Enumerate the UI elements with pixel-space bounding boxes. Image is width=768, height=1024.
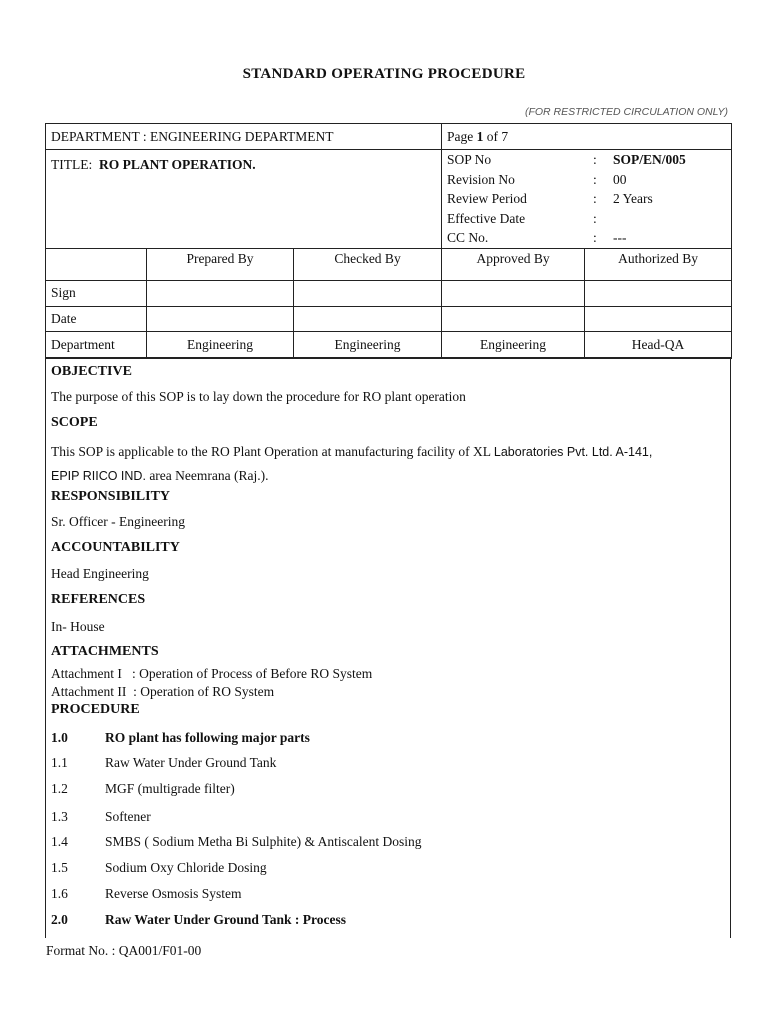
row-label-date: Date bbox=[46, 306, 147, 331]
step-number: 2.0 bbox=[51, 912, 68, 927]
step-text: SMBS ( Sodium Metha Bi Sulphite) & Antiscalent Dosing bbox=[105, 834, 422, 849]
row-label-sign: Sign bbox=[46, 280, 147, 306]
procedure-step bbox=[51, 886, 242, 902]
step-number: 1.4 bbox=[51, 834, 68, 849]
col-approved-by: Approved By bbox=[442, 248, 585, 280]
scope-text bbox=[51, 440, 731, 488]
sop-info-grid bbox=[447, 150, 726, 248]
objective-text: The purpose of this SOP is to lay down the procedure for RO plant operation bbox=[51, 389, 466, 404]
sop-field-label: SOP No bbox=[447, 152, 492, 167]
sop-field-separator: : bbox=[593, 152, 597, 167]
step-text: RO plant has following major parts bbox=[105, 730, 310, 745]
title-label: TITLE: bbox=[51, 157, 93, 172]
date-authorized bbox=[585, 306, 732, 331]
sop-field-label: CC No. bbox=[447, 230, 489, 245]
date-prepared bbox=[147, 306, 294, 331]
sop-field-value: 2 Years bbox=[613, 191, 653, 206]
attachment-1: Attachment I : Operation of Process of Before RO System bbox=[51, 666, 373, 681]
step-number: 1.5 bbox=[51, 860, 68, 875]
sop-field-value: --- bbox=[613, 230, 627, 245]
procedure-step bbox=[51, 834, 422, 850]
title-cell bbox=[46, 150, 442, 249]
document-title: STANDARD OPERATING PROCEDURE bbox=[242, 66, 526, 82]
procedure-step bbox=[51, 809, 151, 825]
scope-text-part2: area Neemrana (Raj.). bbox=[145, 468, 269, 483]
header-table bbox=[45, 123, 732, 359]
step-number: 1.2 bbox=[51, 781, 68, 796]
step-number: 1.6 bbox=[51, 886, 68, 901]
sop-field-separator: : bbox=[593, 191, 597, 206]
department-text: DEPARTMENT : ENGINEERING DEPARTMENT bbox=[51, 128, 334, 144]
step-text: Raw Water Under Ground Tank bbox=[105, 755, 277, 770]
step-text: Reverse Osmosis System bbox=[105, 886, 242, 901]
sop-field-separator: : bbox=[593, 230, 597, 245]
page-suffix: of 7 bbox=[483, 128, 509, 144]
procedure-step bbox=[51, 912, 346, 928]
accountability-heading: ACCOUNTABILITY bbox=[51, 540, 180, 555]
dept-prepared: Engineering bbox=[147, 331, 294, 358]
attachments-heading: ATTACHMENTS bbox=[51, 644, 159, 659]
sop-field-separator: : bbox=[593, 210, 597, 226]
references-heading: REFERENCES bbox=[51, 592, 146, 607]
procedure-step bbox=[51, 781, 235, 797]
page-number: 1 bbox=[476, 128, 484, 144]
scope-company: Laboratories Pvt. Ltd. A-141, bbox=[493, 445, 653, 459]
format-number: Format No. : QA001/F01-00 bbox=[46, 943, 202, 958]
dept-authorized: Head-QA bbox=[585, 331, 732, 358]
attachment-2: Attachment II : Operation of RO System bbox=[51, 684, 275, 699]
sign-checked bbox=[294, 280, 442, 306]
sop-field-label: Effective Date bbox=[447, 210, 526, 226]
sop-field-value: SOP/EN/005 bbox=[613, 152, 686, 167]
responsibility-heading: RESPONSIBILITY bbox=[51, 489, 171, 504]
procedure-step bbox=[51, 755, 276, 771]
department-cell bbox=[46, 124, 442, 150]
references-text: In- House bbox=[51, 619, 105, 634]
step-number: 1.0 bbox=[51, 730, 68, 745]
approval-corner bbox=[46, 248, 147, 280]
accountability-text: Head Engineering bbox=[51, 566, 149, 581]
step-text: MGF (multigrade filter) bbox=[105, 781, 235, 796]
page-cell bbox=[442, 124, 732, 150]
procedure-heading: PROCEDURE bbox=[51, 702, 140, 717]
step-text: Sodium Oxy Chloride Dosing bbox=[105, 860, 267, 875]
page-prefix: Page bbox=[447, 128, 477, 144]
scope-area: EPIP RIICO IND. bbox=[51, 469, 146, 483]
sop-field-separator: : bbox=[593, 171, 597, 187]
sign-prepared bbox=[147, 280, 294, 306]
date-checked bbox=[294, 306, 442, 331]
sop-info-cell bbox=[442, 150, 732, 249]
row-label-department: Department bbox=[46, 331, 147, 358]
sop-field-label: Review Period bbox=[447, 191, 527, 206]
procedure-step bbox=[51, 730, 310, 746]
step-number: 1.1 bbox=[51, 755, 68, 770]
sop-field-value bbox=[613, 209, 726, 229]
col-checked-by: Checked By bbox=[294, 248, 442, 280]
sign-approved bbox=[442, 280, 585, 306]
title-value: RO PLANT OPERATION. bbox=[98, 157, 256, 172]
sign-authorized bbox=[585, 280, 732, 306]
step-text: Raw Water Under Ground Tank : Process bbox=[105, 912, 347, 927]
dept-checked: Engineering bbox=[294, 331, 442, 358]
objective-heading: OBJECTIVE bbox=[51, 364, 132, 379]
col-prepared-by: Prepared By bbox=[147, 248, 294, 280]
responsibility-text: Sr. Officer - Engineering bbox=[51, 514, 185, 529]
col-authorized-by: Authorized By bbox=[585, 248, 732, 280]
step-number: 1.3 bbox=[51, 809, 68, 824]
sop-field-value: 00 bbox=[613, 171, 627, 187]
scope-text-part1: This SOP is applicable to the RO Plant Operation at manufacturing facility of XL bbox=[51, 444, 494, 459]
scope-heading: SCOPE bbox=[51, 415, 98, 430]
procedure-step bbox=[51, 860, 267, 876]
dept-approved: Engineering bbox=[442, 331, 585, 358]
restricted-note: (FOR RESTRICTED CIRCULATION ONLY) bbox=[524, 106, 728, 118]
date-approved bbox=[442, 306, 585, 331]
step-text: Softener bbox=[105, 809, 151, 824]
sop-field-label: Revision No bbox=[447, 171, 515, 187]
